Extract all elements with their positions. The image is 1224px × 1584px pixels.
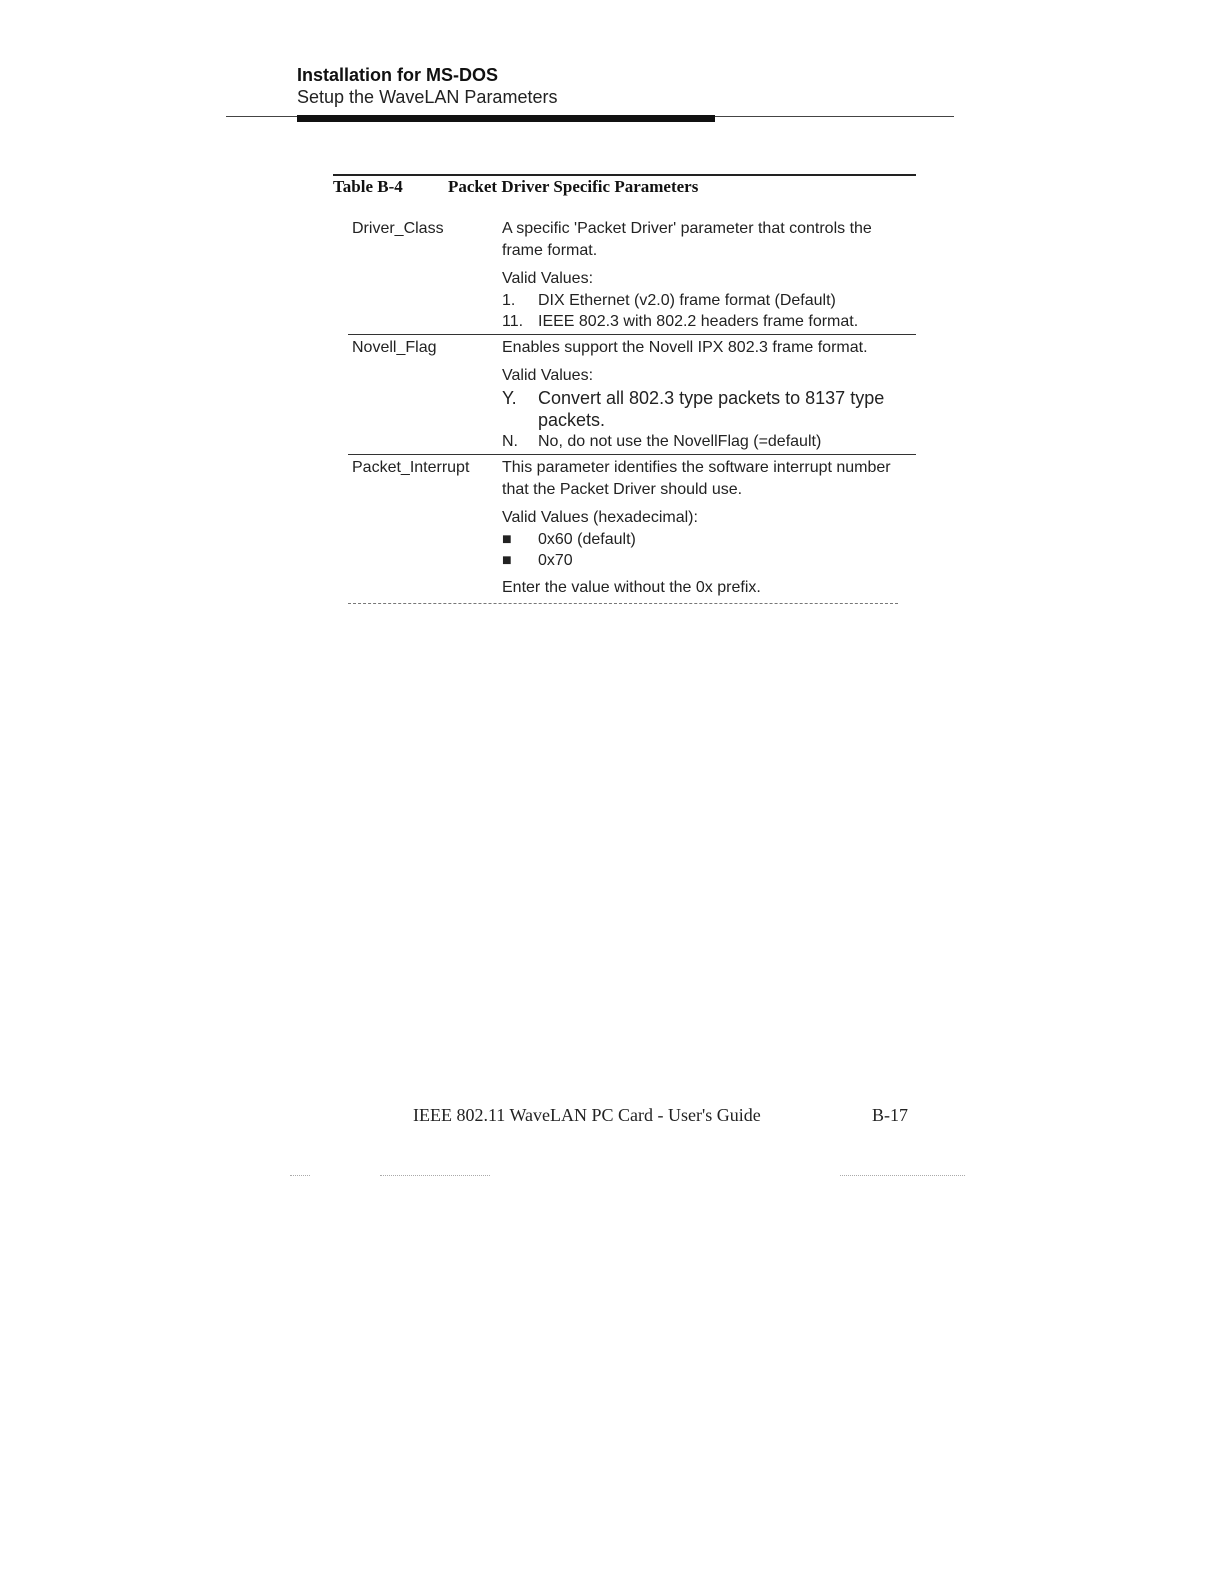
valid-values-list: [502, 290, 916, 332]
table-number: Table B-4: [333, 177, 403, 196]
list-text: IEEE 802.3 with 802.2 headers frame format.: [538, 313, 859, 330]
valid-value-item: [502, 550, 916, 571]
valid-value-item: [502, 311, 916, 332]
parameter-name: Novell_Flag: [352, 339, 437, 356]
row-divider: [348, 454, 916, 455]
note-text: Enter the value without the 0x prefix.: [502, 579, 761, 596]
running-header: [297, 64, 557, 108]
valid-values-label: Valid Values (hexadecimal):: [502, 509, 698, 526]
list-text: 0x60 (default): [538, 531, 636, 548]
list-marker: N.: [502, 433, 518, 450]
bullet-icon: ■: [502, 531, 512, 548]
list-marker: Y.: [502, 388, 517, 408]
valid-values-label: Valid Values:: [502, 270, 594, 287]
scan-artifact: [290, 1175, 310, 1177]
table-title: Packet Driver Specific Parameters: [448, 177, 699, 196]
parameter-description: [502, 337, 916, 452]
table-row-driver-class: [348, 216, 916, 332]
description-text: Enables support the Novell IPX 802.3 frame format.: [502, 339, 868, 356]
parameter-table: [348, 216, 916, 599]
list-text: 0x70: [538, 552, 573, 569]
row-divider: [348, 334, 916, 335]
parameter-description: [502, 218, 916, 332]
list-marker: 11.: [502, 313, 524, 330]
footer-guide-title: IEEE 802.11 WaveLAN PC Card - User's Guide: [413, 1105, 761, 1125]
section-title: Installation for MS-DOS: [297, 65, 499, 85]
description-text: A specific 'Packet Driver' parameter that controls the frame format.: [502, 220, 872, 259]
scan-artifact: [840, 1175, 965, 1177]
valid-value-item: [502, 529, 916, 550]
list-text: DIX Ethernet (v2.0) frame format (Default): [538, 292, 836, 309]
list-text: No, do not use the NovellFlag (=default): [538, 433, 822, 450]
table-row-packet-interrupt: [348, 457, 916, 599]
header-thick-rule: [297, 115, 715, 122]
valid-value-item: [502, 387, 916, 431]
page-number: B-17: [872, 1105, 908, 1125]
description-text: This parameter identifies the software interrupt number that the Packet Driver should use.: [502, 459, 891, 498]
parameter-name: Driver_Class: [352, 220, 444, 237]
valid-values-label: Valid Values:: [502, 367, 594, 384]
parameter-description: [502, 457, 916, 599]
scan-artifact: [380, 1175, 490, 1177]
valid-value-item: [502, 431, 916, 452]
subsection-title: Setup the WaveLAN Parameters: [297, 87, 558, 107]
valid-value-item: [502, 290, 916, 311]
list-marker: 1.: [502, 292, 516, 309]
parameter-name: Packet_Interrupt: [352, 459, 470, 476]
bullet-icon: ■: [502, 552, 512, 569]
valid-values-list: [502, 529, 916, 571]
table-row-novell-flag: [348, 337, 916, 452]
valid-values-list: [502, 387, 916, 452]
list-text: Convert all 802.3 type packets to 8137 type packets.: [538, 388, 885, 430]
table-caption: [333, 176, 698, 198]
table-bottom-rule: [348, 603, 898, 605]
